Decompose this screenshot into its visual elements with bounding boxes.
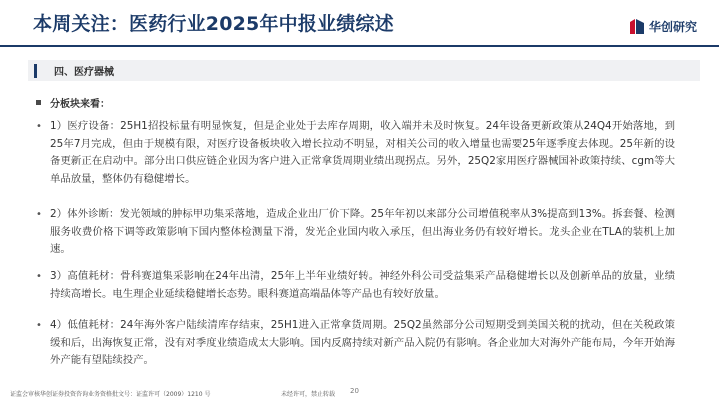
bullet-item-low-value-consumables — [36, 317, 675, 370]
bullet-dot: • — [36, 271, 42, 282]
section-accent-bar — [34, 64, 37, 78]
section-header — [28, 60, 700, 81]
bullet-item-ivd — [36, 206, 675, 259]
bullet-item-equipment — [36, 118, 675, 188]
bullet-text: 3）高值耗材：骨科赛道集采影响在24年出清，25年上半年业绩好转。神经外科公司受益集采产品稳健增长以及创新单品的放量，业绩持续高增长。电生理企业延续稳健增长态势。眼科赛道高端晶体等产品也有较好放量。 — [50, 270, 675, 300]
bullet-dot: • — [36, 121, 42, 132]
bullet-text: 2）体外诊断：发光领域的肿标甲功集采落地，造成企业出厂价下降。25年年初以来部分公司增值税率从3%提高到13%。拆套餐、检测服务收费价格下调等政策影响下国内整体检测量下滑，发光企业国内收入承压，但出海业务仍有较好增长。龙头企业在TLA的装机上加速。 — [50, 208, 675, 255]
square-bullet-icon — [36, 100, 41, 105]
section-title: 四、医疗器械 — [54, 67, 114, 78]
bullet-dot: • — [36, 320, 42, 331]
header-divider — [0, 45, 719, 47]
page-title: 本周关注：医药行业2025年中报业绩综述 — [33, 13, 394, 35]
bullet-item-high-value-consumables — [36, 268, 675, 303]
subheading-label: 分板块来看： — [50, 99, 110, 110]
bullet-dot: • — [36, 209, 42, 220]
bullet-text: 4）低值耗材：24年海外客户陆续清库存结束，25H1进入正常拿货周期。25Q2虽然部分公司短期受到美国关税的扰动，但在关税政策缓和后，出海恢复正常，没有对季度业绩造成太大影响。国内反腐持续对新产品入院仍有影响。各企业加大对海外产能布局，今年开始海外产能有望陆续投产。 — [50, 319, 675, 366]
footer-license: 证监会审核华创证券投资咨询业务资格批文号：证监许可（2009）1210 号 — [10, 391, 211, 398]
bullet-text: 1）医疗设备：25H1招投标量有明显恢复，但是企业处于去库存周期，收入端并未及时恢复。24年设备更新政策从24Q4开始落地，到25年7月完成，但由于规模有限，对医疗设备板块收入增长拉动不明显，对相关公司的收入增量也需要25年逐季度去体现。25年新的设备更新正在启动中。部分出口供应链企业因为客户进入正常拿货周期业绩出现拐点。另外，25Q2家用医疗器械国补政策持续、cgm等大单品放量，整体仍有稳健增长。 — [50, 120, 675, 185]
huachuang-logo-icon — [629, 19, 645, 34]
logo-text: 华创研究 — [648, 20, 697, 34]
subheading — [36, 95, 110, 110]
footer-notice: 未经许可，禁止转载 — [281, 391, 336, 398]
page-number: 20 — [350, 387, 359, 395]
company-logo — [629, 18, 697, 35]
